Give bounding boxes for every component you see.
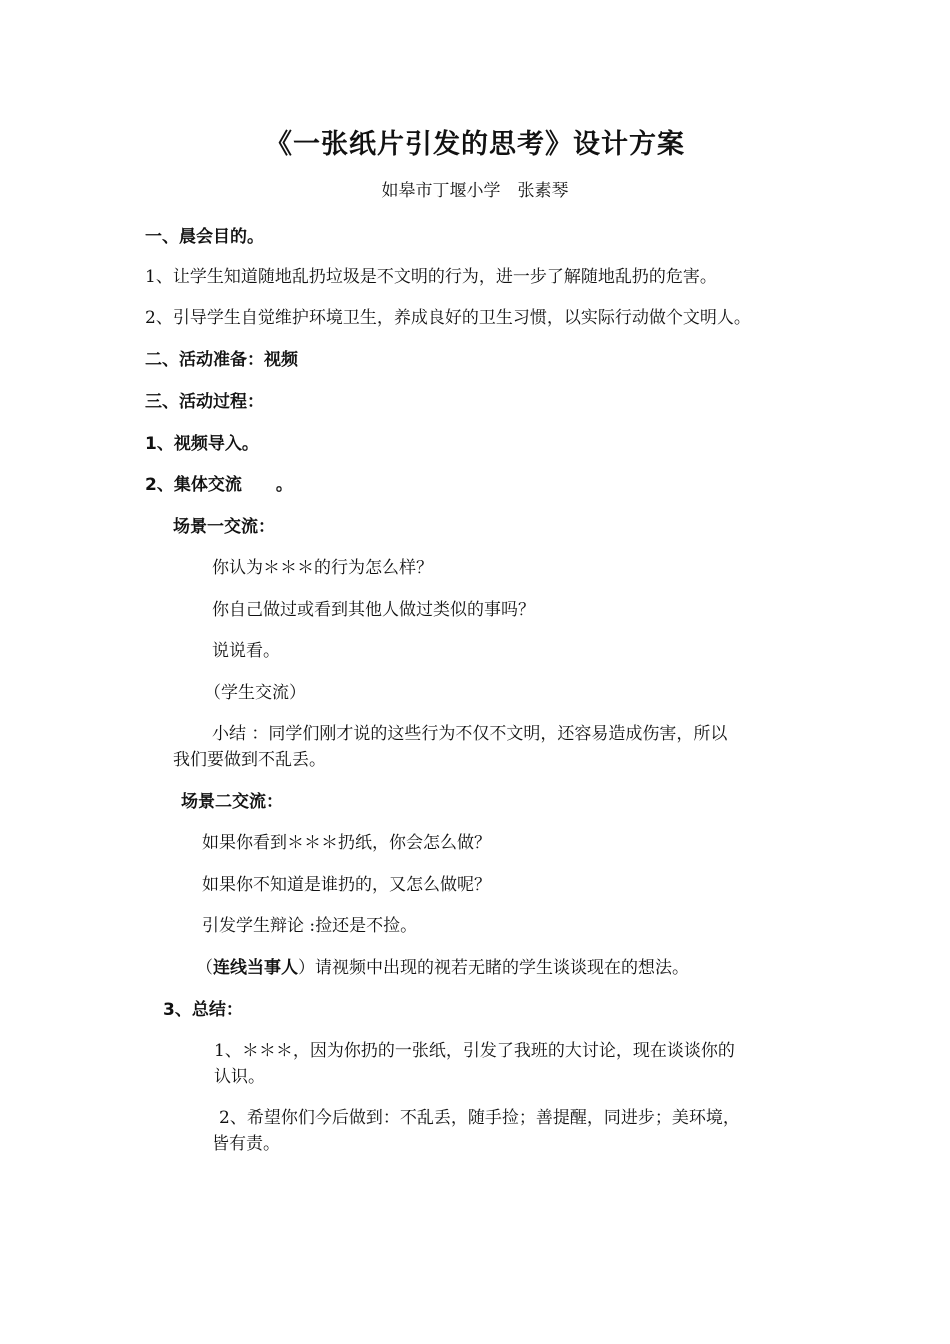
step-video-intro: 1、视频导入。 xyxy=(145,434,259,454)
scene-1-heading: 场景一交流： xyxy=(173,517,275,537)
scene-2-question-1: 如果你看到＊＊＊扔纸，你会怎么做？ xyxy=(202,833,491,853)
conclusion-1-line-2: 认识。 xyxy=(214,1067,265,1087)
conclusion-2-line-2: 皆有责。 xyxy=(212,1134,280,1154)
scene-2-question-4-text: ）请视频中出现的视若无睹的学生谈谈现在的想法。 xyxy=(298,958,689,978)
conclusion-1-line-1: 1、＊＊＊，因为你扔的一张纸，引发了我班的大讨论，现在谈谈你的 xyxy=(214,1041,735,1061)
scene-1-summary-line-1: 小结 ：同学们刚才说的这些行为不仅不文明，还容易造成伤害，所以 xyxy=(212,724,728,744)
scene-1-question-2: 你自己做过或看到其他人做过类似的事吗？ xyxy=(212,600,535,620)
connect-party-label: 连线当事人 xyxy=(213,958,298,978)
scene-2-question-2: 如果你不知道是谁扔的，又怎么做呢？ xyxy=(202,875,491,895)
scene-2-question-3: 引发学生辩论 :捡还是不捡。 xyxy=(202,916,418,936)
document-title: 《一张纸片引发的思考》设计方案 xyxy=(265,129,685,160)
scene-2-question-4 xyxy=(196,955,689,982)
section-heading-process: 三、活动过程： xyxy=(145,392,264,412)
scene-1-question-3: 说说看。 xyxy=(212,641,280,661)
purpose-item-2: 2、引导学生自觉维护环境卫生，养成良好的卫生习惯，以实际行动做个文明人。 xyxy=(145,308,751,328)
section-heading-purpose: 一、晨会目的。 xyxy=(145,227,264,247)
author-line: 如皋市丁堰小学 张素琴 xyxy=(381,181,569,201)
purpose-item-1: 1、让学生知道随地乱扔垃圾是不文明的行为，进一步了解随地乱扔的危害。 xyxy=(145,267,717,287)
scene-1-summary-line-2: 我们要做到不乱丢。 xyxy=(173,750,326,770)
section-heading-preparation: 二、活动准备：视频 xyxy=(145,350,298,370)
conclusion-2-line-1: 2、希望你们今后做到：不乱丢，随手捡；善提醒，同进步；美环境， xyxy=(219,1108,740,1128)
scene-2-heading: 场景二交流： xyxy=(181,792,283,812)
scene-1-question-1: 你认为＊＊＊的行为怎么样？ xyxy=(212,558,433,578)
scene-1-student-exchange: （学生交流） xyxy=(204,683,306,703)
step-group-discussion: 2、集体交流 。 xyxy=(145,475,293,495)
paren-open: （ xyxy=(196,958,213,978)
step-conclusion: 3、总结： xyxy=(163,1000,243,1020)
